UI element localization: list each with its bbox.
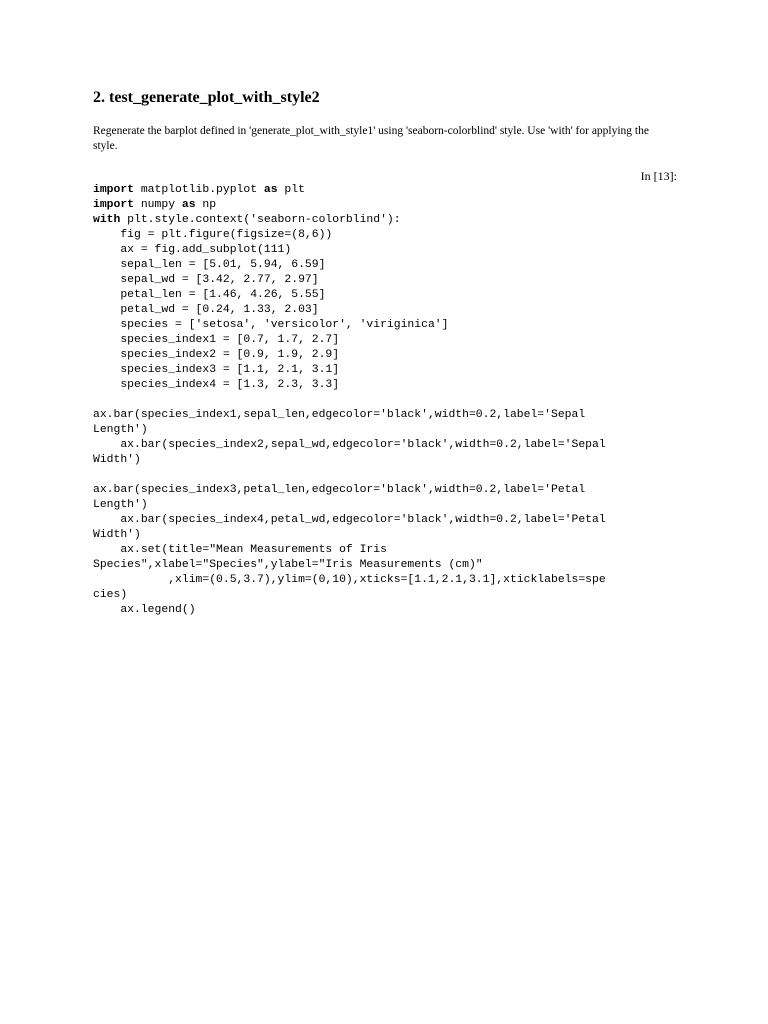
- code-line: [93, 243, 606, 258]
- code-text: ax.bar(species_index4,petal_wd,edgecolor='black',width=0.2,label='Petal: [93, 514, 606, 526]
- code-keyword: as: [263, 184, 278, 196]
- code-text: cies): [93, 589, 128, 601]
- code-line: [93, 333, 606, 348]
- code-line: [93, 378, 606, 393]
- code-text: Length'): [93, 424, 148, 436]
- code-line: [93, 363, 606, 378]
- code-line: [93, 498, 606, 513]
- code-line: [93, 453, 606, 468]
- code-text: np: [195, 199, 217, 211]
- code-text: Species",xlabel="Species",ylabel="Iris Measurements (cm)": [93, 559, 483, 571]
- code-text: species_index3 = [1.1, 2.1, 3.1]: [93, 364, 340, 376]
- code-text: ax.set(title="Mean Measurements of Iris: [93, 544, 387, 556]
- code-text: sepal_len = [5.01, 5.94, 6.59]: [93, 259, 326, 271]
- code-text: ax.bar(species_index1,sepal_len,edgecolor='black',width=0.2,label='Sepal: [93, 409, 586, 421]
- code-line: [93, 438, 606, 453]
- code-keyword: as: [181, 199, 196, 211]
- code-line: [93, 558, 606, 573]
- code-text: species_index2 = [0.9, 1.9, 2.9]: [93, 349, 340, 361]
- code-line: [93, 393, 606, 408]
- code-line: [93, 543, 606, 558]
- code-text: ax.bar(species_index3,petal_len,edgecolor='black',width=0.2,label='Petal: [93, 484, 586, 496]
- section-description: Regenerate the barplot defined in 'generate_plot_with_style1' using 'seaborn-colorblind' style. Use 'with' for applying the style.: [93, 125, 649, 152]
- code-line: [93, 528, 606, 543]
- code-line: [93, 198, 606, 213]
- code-keyword: import: [93, 184, 135, 196]
- code-line: [93, 303, 606, 318]
- code-text: species_index4 = [1.3, 2.3, 3.3]: [93, 379, 340, 391]
- code-keyword: import: [93, 199, 135, 211]
- code-text: petal_wd = [0.24, 1.33, 2.03]: [93, 304, 319, 316]
- code-line: [93, 573, 606, 588]
- code-text: plt.style.context('seaborn-colorblind'):: [120, 214, 401, 226]
- code-text: sepal_wd = [3.42, 2.77, 2.97]: [93, 274, 319, 286]
- code-line: [93, 513, 606, 528]
- code-text: petal_len = [1.46, 4.26, 5.55]: [93, 289, 326, 301]
- code-line: [93, 408, 606, 423]
- code-text: fig = plt.figure(figsize=(8,6)): [93, 229, 333, 241]
- section-title: 2. test_generate_plot_with_style2: [93, 89, 320, 106]
- code-text: ax.bar(species_index2,sepal_wd,edgecolor='black',width=0.2,label='Sepal: [93, 439, 606, 451]
- code-text: ,xlim=(0.5,3.7),ylim=(0,10),xticks=[1.1,2.1,3.1],xticklabels=spe: [93, 574, 606, 586]
- code-text: numpy: [134, 199, 182, 211]
- code-line: [93, 288, 606, 303]
- code-line: [93, 213, 606, 228]
- code-text: species = ['setosa', 'versicolor', 'viriginica']: [93, 319, 449, 331]
- code-line: [93, 423, 606, 438]
- code-line: [93, 228, 606, 243]
- code-line: [93, 588, 606, 603]
- code-line: [93, 183, 606, 198]
- code-line: [93, 468, 606, 483]
- code-line: [93, 273, 606, 288]
- code-text: ax = fig.add_subplot(111): [93, 244, 292, 256]
- cell-prompt: In [13]:: [640, 169, 677, 183]
- code-text: species_index1 = [0.7, 1.7, 2.7]: [93, 334, 340, 346]
- code-text: Width'): [93, 529, 141, 541]
- code-keyword: with: [93, 214, 121, 226]
- code-line: [93, 348, 606, 363]
- code-line: [93, 483, 606, 498]
- code-line: [93, 603, 606, 618]
- code-text: Width'): [93, 454, 141, 466]
- code-text: ax.legend(): [93, 604, 196, 616]
- code-block: [93, 183, 606, 618]
- code-line: [93, 318, 606, 333]
- code-line: [93, 258, 606, 273]
- code-text: plt: [277, 184, 305, 196]
- code-text: Length'): [93, 499, 148, 511]
- code-text: matplotlib.pyplot: [134, 184, 264, 196]
